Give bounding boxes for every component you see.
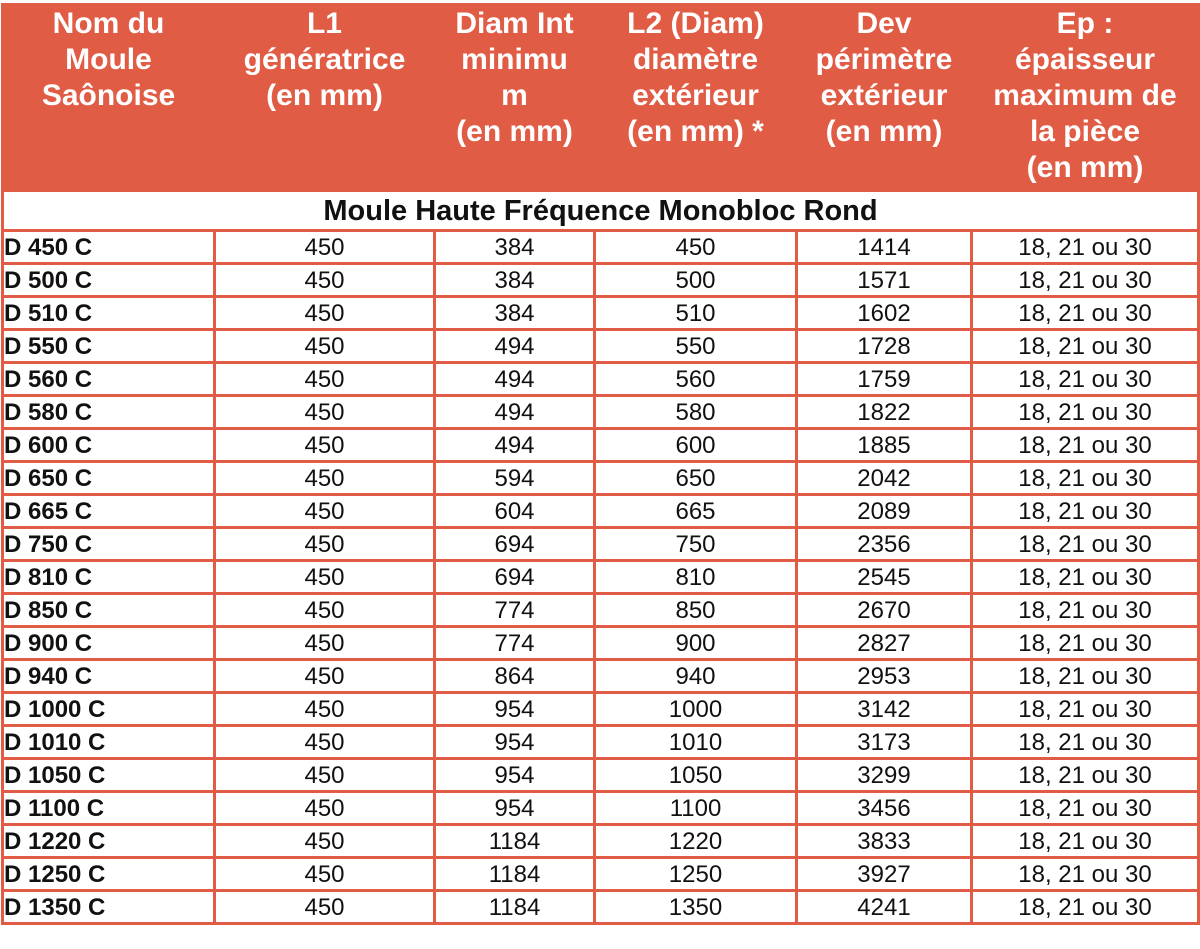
header-line: extérieur [820, 79, 948, 112]
header-l1-generatrix [215, 5, 435, 191]
dev-cell: 1822 [797, 396, 972, 429]
l1-cell: 450 [215, 363, 435, 396]
l1-cell: 450 [215, 495, 435, 528]
thickness-cell: 18, 21 ou 30 [972, 429, 1199, 462]
l1-cell: 450 [215, 396, 435, 429]
mold-name-cell: D 900 C [3, 627, 215, 660]
l1-cell: 450 [215, 891, 435, 924]
dev-cell: 3833 [797, 825, 972, 858]
inner-diameter-cell: 384 [435, 297, 595, 330]
mold-name-cell: D 1000 C [3, 693, 215, 726]
header-mold-name [3, 5, 215, 191]
table-row [3, 396, 1199, 429]
table-row [3, 462, 1199, 495]
mold-name-cell: D 850 C [3, 594, 215, 627]
dev-cell: 2953 [797, 660, 972, 693]
mold-name-cell: D 1050 C [3, 759, 215, 792]
dev-cell: 4241 [797, 891, 972, 924]
l1-cell: 450 [215, 297, 435, 330]
header-line: épaisseur [1014, 43, 1156, 76]
l1-cell: 450 [215, 528, 435, 561]
thickness-cell: 18, 21 ou 30 [972, 858, 1199, 891]
l1-cell: 450 [215, 231, 435, 264]
l2-cell: 900 [595, 627, 797, 660]
thickness-cell: 18, 21 ou 30 [972, 264, 1199, 297]
inner-diameter-cell: 494 [435, 429, 595, 462]
header-line: (en mm) [456, 115, 573, 148]
header-line: la pièce [1029, 115, 1141, 148]
dev-cell: 1571 [797, 264, 972, 297]
inner-diameter-cell: 594 [435, 462, 595, 495]
dev-cell: 2827 [797, 627, 972, 660]
inner-diameter-cell: 494 [435, 363, 595, 396]
dev-cell: 2042 [797, 462, 972, 495]
header-line: Nom du [52, 7, 165, 40]
dev-cell: 3142 [797, 693, 972, 726]
header-line: (en mm) * [627, 115, 764, 148]
inner-diameter-cell: 694 [435, 528, 595, 561]
table-row [3, 726, 1199, 759]
l2-cell: 1050 [595, 759, 797, 792]
l1-cell: 450 [215, 759, 435, 792]
dev-cell: 1602 [797, 297, 972, 330]
dev-cell: 1414 [797, 231, 972, 264]
table-row [3, 759, 1199, 792]
header-l2-outer-diameter [595, 5, 797, 191]
thickness-cell: 18, 21 ou 30 [972, 528, 1199, 561]
dev-cell: 2545 [797, 561, 972, 594]
header-line: périmètre [815, 43, 953, 76]
inner-diameter-cell: 604 [435, 495, 595, 528]
mold-name-cell: D 750 C [3, 528, 215, 561]
l1-cell: 450 [215, 825, 435, 858]
table-row [3, 330, 1199, 363]
inner-diameter-cell: 1184 [435, 825, 595, 858]
table-row [3, 231, 1199, 264]
table-row [3, 363, 1199, 396]
mold-name-cell: D 1010 C [3, 726, 215, 759]
header-line: extérieur [632, 79, 759, 112]
header-line: L1 [306, 7, 342, 40]
dev-cell: 2089 [797, 495, 972, 528]
l1-cell: 450 [215, 693, 435, 726]
table-row [3, 891, 1199, 924]
section-row [3, 191, 1199, 231]
table-row [3, 495, 1199, 528]
thickness-cell: 18, 21 ou 30 [972, 297, 1199, 330]
inner-diameter-cell: 384 [435, 231, 595, 264]
thickness-cell: 18, 21 ou 30 [972, 660, 1199, 693]
table-header-row [3, 5, 1199, 191]
l2-cell: 500 [595, 264, 797, 297]
header-line: (en mm) [266, 79, 383, 112]
header-line: m [501, 79, 528, 112]
l1-cell: 450 [215, 858, 435, 891]
header-line: Moule [65, 43, 152, 76]
table-row [3, 792, 1199, 825]
dev-cell: 3456 [797, 792, 972, 825]
mold-name-cell: D 810 C [3, 561, 215, 594]
l1-cell: 450 [215, 726, 435, 759]
thickness-cell: 18, 21 ou 30 [972, 396, 1199, 429]
mold-name-cell: D 500 C [3, 264, 215, 297]
table-row [3, 264, 1199, 297]
l2-cell: 600 [595, 429, 797, 462]
mold-name-cell: D 510 C [3, 297, 215, 330]
mold-name-cell: D 1220 C [3, 825, 215, 858]
header-line: Saônoise [41, 79, 176, 112]
thickness-cell: 18, 21 ou 30 [972, 891, 1199, 924]
dev-cell: 3927 [797, 858, 972, 891]
l2-cell: 450 [595, 231, 797, 264]
mold-name-cell: D 550 C [3, 330, 215, 363]
l1-cell: 450 [215, 330, 435, 363]
header-line: génératrice [243, 43, 406, 76]
mold-name-cell: D 1100 C [3, 792, 215, 825]
l2-cell: 1220 [595, 825, 797, 858]
l1-cell: 450 [215, 429, 435, 462]
l1-cell: 450 [215, 561, 435, 594]
l2-cell: 1350 [595, 891, 797, 924]
mold-name-cell: D 580 C [3, 396, 215, 429]
l1-cell: 450 [215, 594, 435, 627]
thickness-cell: 18, 21 ou 30 [972, 693, 1199, 726]
header-max-thickness [972, 5, 1199, 191]
inner-diameter-cell: 774 [435, 594, 595, 627]
inner-diameter-cell: 694 [435, 561, 595, 594]
l2-cell: 1010 [595, 726, 797, 759]
header-line: diamètre [632, 43, 759, 76]
header-line: Dev [856, 7, 912, 40]
inner-diameter-cell: 494 [435, 330, 595, 363]
l2-cell: 940 [595, 660, 797, 693]
table-row [3, 297, 1199, 330]
dev-cell: 2670 [797, 594, 972, 627]
mold-name-cell: D 650 C [3, 462, 215, 495]
l2-cell: 1000 [595, 693, 797, 726]
header-line: maximum de [993, 79, 1177, 112]
mold-name-cell: D 600 C [3, 429, 215, 462]
mold-name-cell: D 560 C [3, 363, 215, 396]
dev-cell: 3173 [797, 726, 972, 759]
table-row [3, 825, 1199, 858]
thickness-cell: 18, 21 ou 30 [972, 594, 1199, 627]
table-row [3, 561, 1199, 594]
table-row [3, 693, 1199, 726]
dev-cell: 2356 [797, 528, 972, 561]
mold-name-cell: D 1250 C [3, 858, 215, 891]
header-line: minimu [461, 43, 568, 76]
inner-diameter-cell: 954 [435, 693, 595, 726]
l2-cell: 550 [595, 330, 797, 363]
l2-cell: 1100 [595, 792, 797, 825]
mold-name-cell: D 450 C [3, 231, 215, 264]
l2-cell: 750 [595, 528, 797, 561]
thickness-cell: 18, 21 ou 30 [972, 231, 1199, 264]
thickness-cell: 18, 21 ou 30 [972, 330, 1199, 363]
table-row [3, 429, 1199, 462]
l1-cell: 450 [215, 792, 435, 825]
header-dev-perimeter [797, 5, 972, 191]
l2-cell: 560 [595, 363, 797, 396]
inner-diameter-cell: 774 [435, 627, 595, 660]
l2-cell: 810 [595, 561, 797, 594]
inner-diameter-cell: 864 [435, 660, 595, 693]
section-title: Moule Haute Fréquence Monobloc Rond [3, 191, 1199, 231]
inner-diameter-cell: 954 [435, 759, 595, 792]
l1-cell: 450 [215, 627, 435, 660]
header-line: Ep : [1056, 7, 1114, 40]
thickness-cell: 18, 21 ou 30 [972, 627, 1199, 660]
inner-diameter-cell: 384 [435, 264, 595, 297]
l2-cell: 850 [595, 594, 797, 627]
table-row [3, 660, 1199, 693]
inner-diameter-cell: 1184 [435, 858, 595, 891]
dev-cell: 3299 [797, 759, 972, 792]
header-line: Diam Int [455, 7, 574, 40]
table-row [3, 528, 1199, 561]
header-inner-diameter-min [435, 5, 595, 191]
thickness-cell: 18, 21 ou 30 [972, 363, 1199, 396]
thickness-cell: 18, 21 ou 30 [972, 495, 1199, 528]
l2-cell: 650 [595, 462, 797, 495]
thickness-cell: 18, 21 ou 30 [972, 825, 1199, 858]
inner-diameter-cell: 1184 [435, 891, 595, 924]
l1-cell: 450 [215, 264, 435, 297]
dev-cell: 1885 [797, 429, 972, 462]
header-line: (en mm) [1026, 151, 1144, 184]
inner-diameter-cell: 494 [435, 396, 595, 429]
table-row [3, 858, 1199, 891]
mold-dimensions-table [1, 3, 1200, 925]
thickness-cell: 18, 21 ou 30 [972, 726, 1199, 759]
inner-diameter-cell: 954 [435, 792, 595, 825]
l2-cell: 1250 [595, 858, 797, 891]
thickness-cell: 18, 21 ou 30 [972, 792, 1199, 825]
l2-cell: 580 [595, 396, 797, 429]
table-row [3, 594, 1199, 627]
inner-diameter-cell: 954 [435, 726, 595, 759]
l1-cell: 450 [215, 462, 435, 495]
l2-cell: 510 [595, 297, 797, 330]
thickness-cell: 18, 21 ou 30 [972, 561, 1199, 594]
thickness-cell: 18, 21 ou 30 [972, 462, 1199, 495]
table-row [3, 627, 1199, 660]
l1-cell: 450 [215, 660, 435, 693]
l2-cell: 665 [595, 495, 797, 528]
mold-name-cell: D 940 C [3, 660, 215, 693]
header-line: (en mm) [825, 115, 943, 148]
header-line: L2 (Diam) [627, 7, 764, 40]
mold-name-cell: D 1350 C [3, 891, 215, 924]
dev-cell: 1728 [797, 330, 972, 363]
mold-name-cell: D 665 C [3, 495, 215, 528]
dev-cell: 1759 [797, 363, 972, 396]
thickness-cell: 18, 21 ou 30 [972, 759, 1199, 792]
